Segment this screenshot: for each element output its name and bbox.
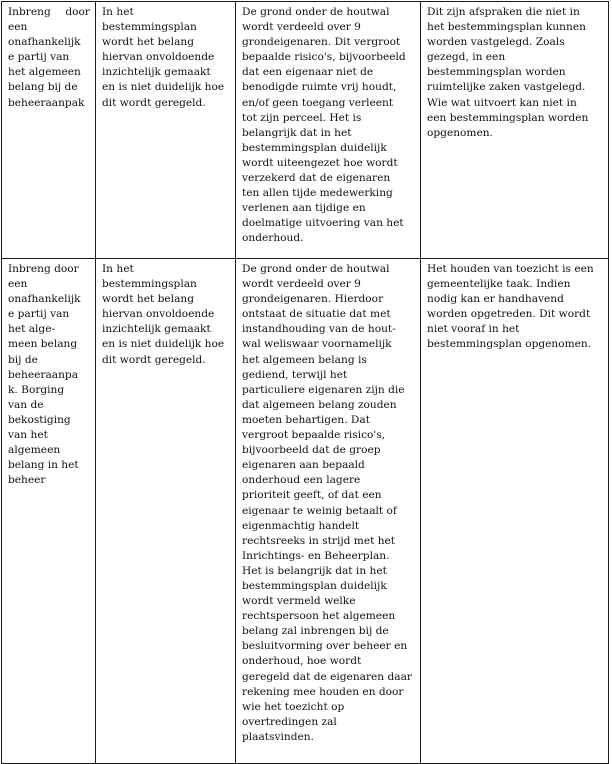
cell-text: Dit zijn afspraken die niet in het bestemmingsplan kunnen worden vastgelegd. Zoals gezegd, in een bestemmingsplan worden ruimtelijke zaken vastgelegd. Wie wat uitvoert kan niet in een bestemmingsplan worden opgenomen. — [427, 6, 589, 139]
cell-text: Het houden van toezicht is een gemeentelijke taak. Indien nodig kan er handhavend worden opgetreden. Dit wordt niet vooraf in het bestemmingsplan opgenomen. — [427, 263, 594, 351]
cell-text: In het bestemmingsplan wordt het belang hiervan onvoldoende inzichtelijk gemaakt en is niet duidelijk hoe dit wordt geregeld. — [102, 263, 225, 366]
cell-text: De grond onder de houtwal wordt verdeeld over 9 grondeigenaren. Dit vergroot bepaalde risico's, bijvoorbeeld dat een eigenaar niet de benodigde ruimte vrij houdt, en/of geen toegang verleent tot zijn perceel. Het is belangrijk dat in het bestemmingsplan duidelijk wordt uiteengezet hoe wordt verzekerd dat de eigenaren ten allen tijde medewerking verlenen aan tijdige en doelmatige uitvoering van het onderhoud. — [242, 6, 406, 245]
table-row — [2, 2, 609, 259]
cell-text: Inbreng door een onafhankelijk e partij van het algemeen belang bij de beheeraanpak — [8, 6, 90, 109]
cell-text: In het bestemmingsplan wordt het belang hiervan onvoldoende inzichtelijk gemaakt en is niet duidelijk hoe dit wordt geregeld. — [102, 6, 225, 109]
table-cell-response — [421, 2, 609, 259]
table-cell-issue — [96, 259, 236, 764]
table-cell-topic — [2, 259, 96, 764]
table-cell-issue — [96, 2, 236, 259]
table-cell-topic — [2, 2, 96, 259]
table-cell-explanation — [236, 259, 421, 764]
table-cell-response — [421, 259, 609, 764]
table-row — [2, 259, 609, 764]
cell-text: De grond onder de houtwal wordt verdeeld over 9 grondeigenaren. Hierdoor ontstaat de situatie dat met instandhouding van de hout- wal weliswaar voornamelijk het algemeen belang is gediend, terwijl het particuliere eigenaren zijn die dat algemeen belang zouden moeten behartigen. Dat vergroot bepaalde risico's, bijvoorbeeld dat de groep eigenaren aan bepaald onderhoud een lagere prioriteit geeft, of dat een eigenaar te weinig betaalt of eigenmachtig handelt rechtsreeks in strijd met het Inrichtings- en Beheerplan. Het is belangrijk dat in het bestemmingsplan duidelijk wordt vermeld welke rechtspersoon het algemeen belang zal inbrengen bij de besluitvorming over beheer en onderhoud, hoe wordt geregeld dat de eigenaren daar rekening mee houden en door wie het toezicht op overtredingen zal plaatsvinden. — [242, 263, 412, 743]
table-cell-explanation — [236, 2, 421, 259]
response-table — [1, 1, 609, 764]
cell-text: Inbreng door een onafhankelijk e partij van het alge- meen belang bij de beheeraanpa k. Borging van de bekostiging van het algemeen belang in het beheer — [8, 263, 81, 487]
